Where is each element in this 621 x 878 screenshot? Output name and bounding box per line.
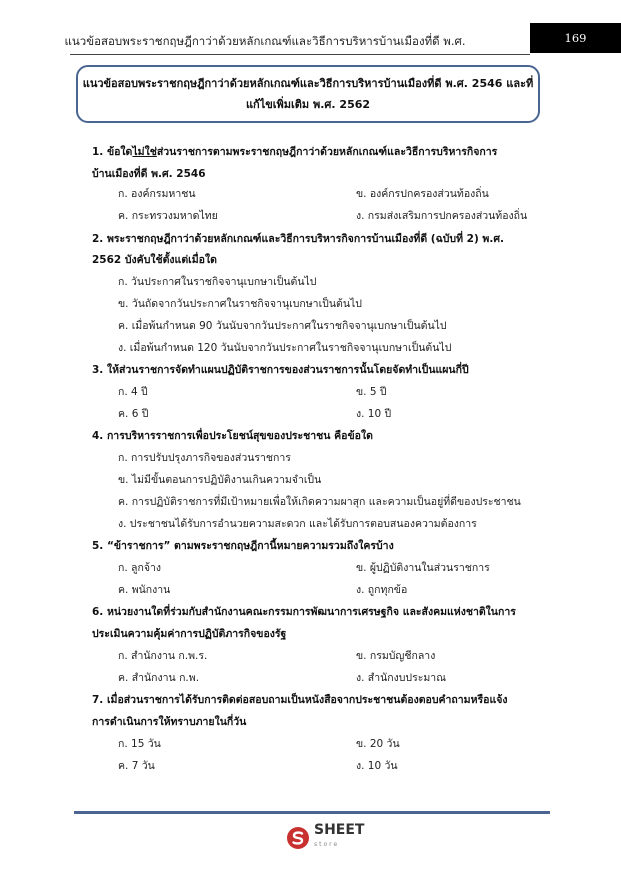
title-line-1: แนวข้อสอบพระราชกฤษฎีกาว่าด้วยหลักเกณฑ์และวิธีการบริหารบ้านเมืองที่ดี พ.ศ. 2546 และที่ (82, 77, 534, 90)
question-6-cont: ประเมินความคุ้มค่าการปฏิบัติภารกิจของรัฐ (92, 628, 287, 640)
question-2-option-c: ค. เมื่อพ้นกำหนด 90 วันนับจากวันประกาศในราชกิจจานุเบกษาเป็นต้นไป (118, 320, 447, 332)
question-3-text: 3. ให้ส่วนราชการจัดทำแผนปฏิบัติราชการของส่วนราชการนั้นโดยจัดทำเป็นแผนกี่ปี (92, 364, 469, 376)
question-5-option-b: ข. ผู้ปฏิบัติงานในส่วนราชการ (356, 562, 490, 574)
question-1-prefix: 1. ข้อใด (92, 146, 133, 158)
question-3-option-c: ค. 6 ปี (118, 408, 149, 420)
question-2-text: 2. พระราชกฤษฎีกาว่าด้วยหลักเกณฑ์และวิธีการบริหารกิจการบ้านเมืองที่ดี (ฉบับที่ 2) พ.ศ. (92, 233, 504, 245)
question-5-option-d: ง. ถูกทุกข้อ (356, 584, 408, 596)
question-2-option-a: ก. วันประกาศในราชกิจจานุเบกษาเป็นต้นไป (118, 276, 317, 288)
title-line-2: แก้ไขเพิ่มเติม พ.ศ. 2562 (245, 98, 371, 111)
question-3-option-a: ก. 4 ปี (118, 386, 148, 398)
question-1-text (92, 141, 497, 163)
question-5-option-c: ค. พนักงาน (118, 584, 171, 596)
running-header: แนวข้อสอบพระราชกฤษฎีกาว่าด้วยหลักเกณฑ์และวิธีการบริหารบ้านเมืองที่ดี พ.ศ. (64, 34, 466, 48)
question-7-option-d: ง. 10 วัน (356, 760, 398, 772)
question-4-option-c: ค. การปฏิบัติราชการที่มีเป้าหมายเพื่อให้เกิดความผาสุก และความเป็นอยู่ที่ดีของประชาชน (118, 496, 521, 508)
question-2-cont: 2562 บังคับใช้ตั้งแต่เมื่อใด (92, 254, 217, 266)
question-2-option-d: ง. เมื่อพ้นกำหนด 120 วันนับจากวันประกาศในราชกิจจานุเบกษาเป็นต้นไป (118, 342, 452, 354)
title-box (76, 65, 540, 123)
question-3-option-b: ข. 5 ปี (356, 386, 387, 398)
question-3-option-d: ง. 10 ปี (356, 408, 392, 420)
logo-wordmark (314, 823, 364, 852)
logo-text: SHEET (314, 822, 365, 838)
question-6-text: 6. หน่วยงานใดที่ร่วมกับสำนักงานคณะกรรมการพัฒนาการเศรษฐกิจ และสังคมแห่งชาติในการ (92, 606, 516, 618)
question-7-option-b: ข. 20 วัน (356, 738, 400, 750)
question-6-option-b: ข. กรมบัญชีกลาง (356, 650, 436, 662)
footer-logo (286, 823, 364, 852)
question-7-option-a: ก. 15 วัน (118, 738, 161, 750)
question-7-cont: การดำเนินการให้ทราบภายในกี่วัน (92, 716, 247, 728)
logo-subtext: store (314, 841, 340, 848)
question-2-option-b: ข. วันถัดจากวันประกาศในราชกิจจานุเบกษาเป็นต้นไป (118, 298, 362, 310)
question-5-text: 5. “ข้าราชการ” ตามพระราชกฤษฎีกานี้หมายความรวมถึงใครบ้าง (92, 540, 394, 552)
question-7-option-c: ค. 7 วัน (118, 760, 155, 772)
question-5-option-a: ก. ลูกจ้าง (118, 562, 161, 574)
question-6-option-d: ง. สำนักงบประมาณ (356, 672, 446, 684)
question-4-option-b: ข. ไม่มีขั้นตอนการปฏิบัติงานเกินความจำเป็น (118, 474, 322, 486)
question-1-option-c: ค. กระทรวงมหาดไทย (118, 210, 218, 222)
question-4-option-a: ก. การปรับปรุงภารกิจของส่วนราชการ (118, 452, 291, 464)
question-1-option-a: ก. องค์กรมหาชน (118, 188, 196, 200)
question-1-option-b: ข. องค์กรปกครองส่วนท้องถิ่น (356, 188, 489, 200)
question-4-option-d: ง. ประชาชนได้รับการอำนวยความสะดวก และได้รับการตอบสนองความต้องการ (118, 518, 477, 530)
question-1-cont: บ้านเมืองที่ดี พ.ศ. 2546 (92, 168, 206, 180)
page-number: 169 (530, 23, 621, 53)
question-1-rest: ส่วนราชการตามพระราชกฤษฎีกาว่าด้วยหลักเกณฑ์และวิธีการบริหารกิจการ (156, 146, 498, 158)
question-6-option-c: ค. สำนักงาน ก.พ. (118, 672, 200, 684)
question-4-text: 4. การบริหารราชการเพื่อประโยชน์สุขของประชาชน คือข้อใด (92, 430, 373, 442)
header-rule (70, 54, 530, 55)
sheet-store-logo-icon (286, 826, 310, 850)
question-1-underlined: ไม่ใช่ (132, 146, 157, 158)
footer-rule (74, 811, 550, 814)
question-1-option-d: ง. กรมส่งเสริมการปกครองส่วนท้องถิ่น (356, 210, 528, 222)
question-6-option-a: ก. สำนักงาน ก.พ.ร. (118, 650, 208, 662)
question-7-text: 7. เมื่อส่วนราชการได้รับการติดต่อสอบถามเป็นหนังสือจากประชาชนต้องตอบคำถามหรือแจ้ง (92, 694, 508, 706)
